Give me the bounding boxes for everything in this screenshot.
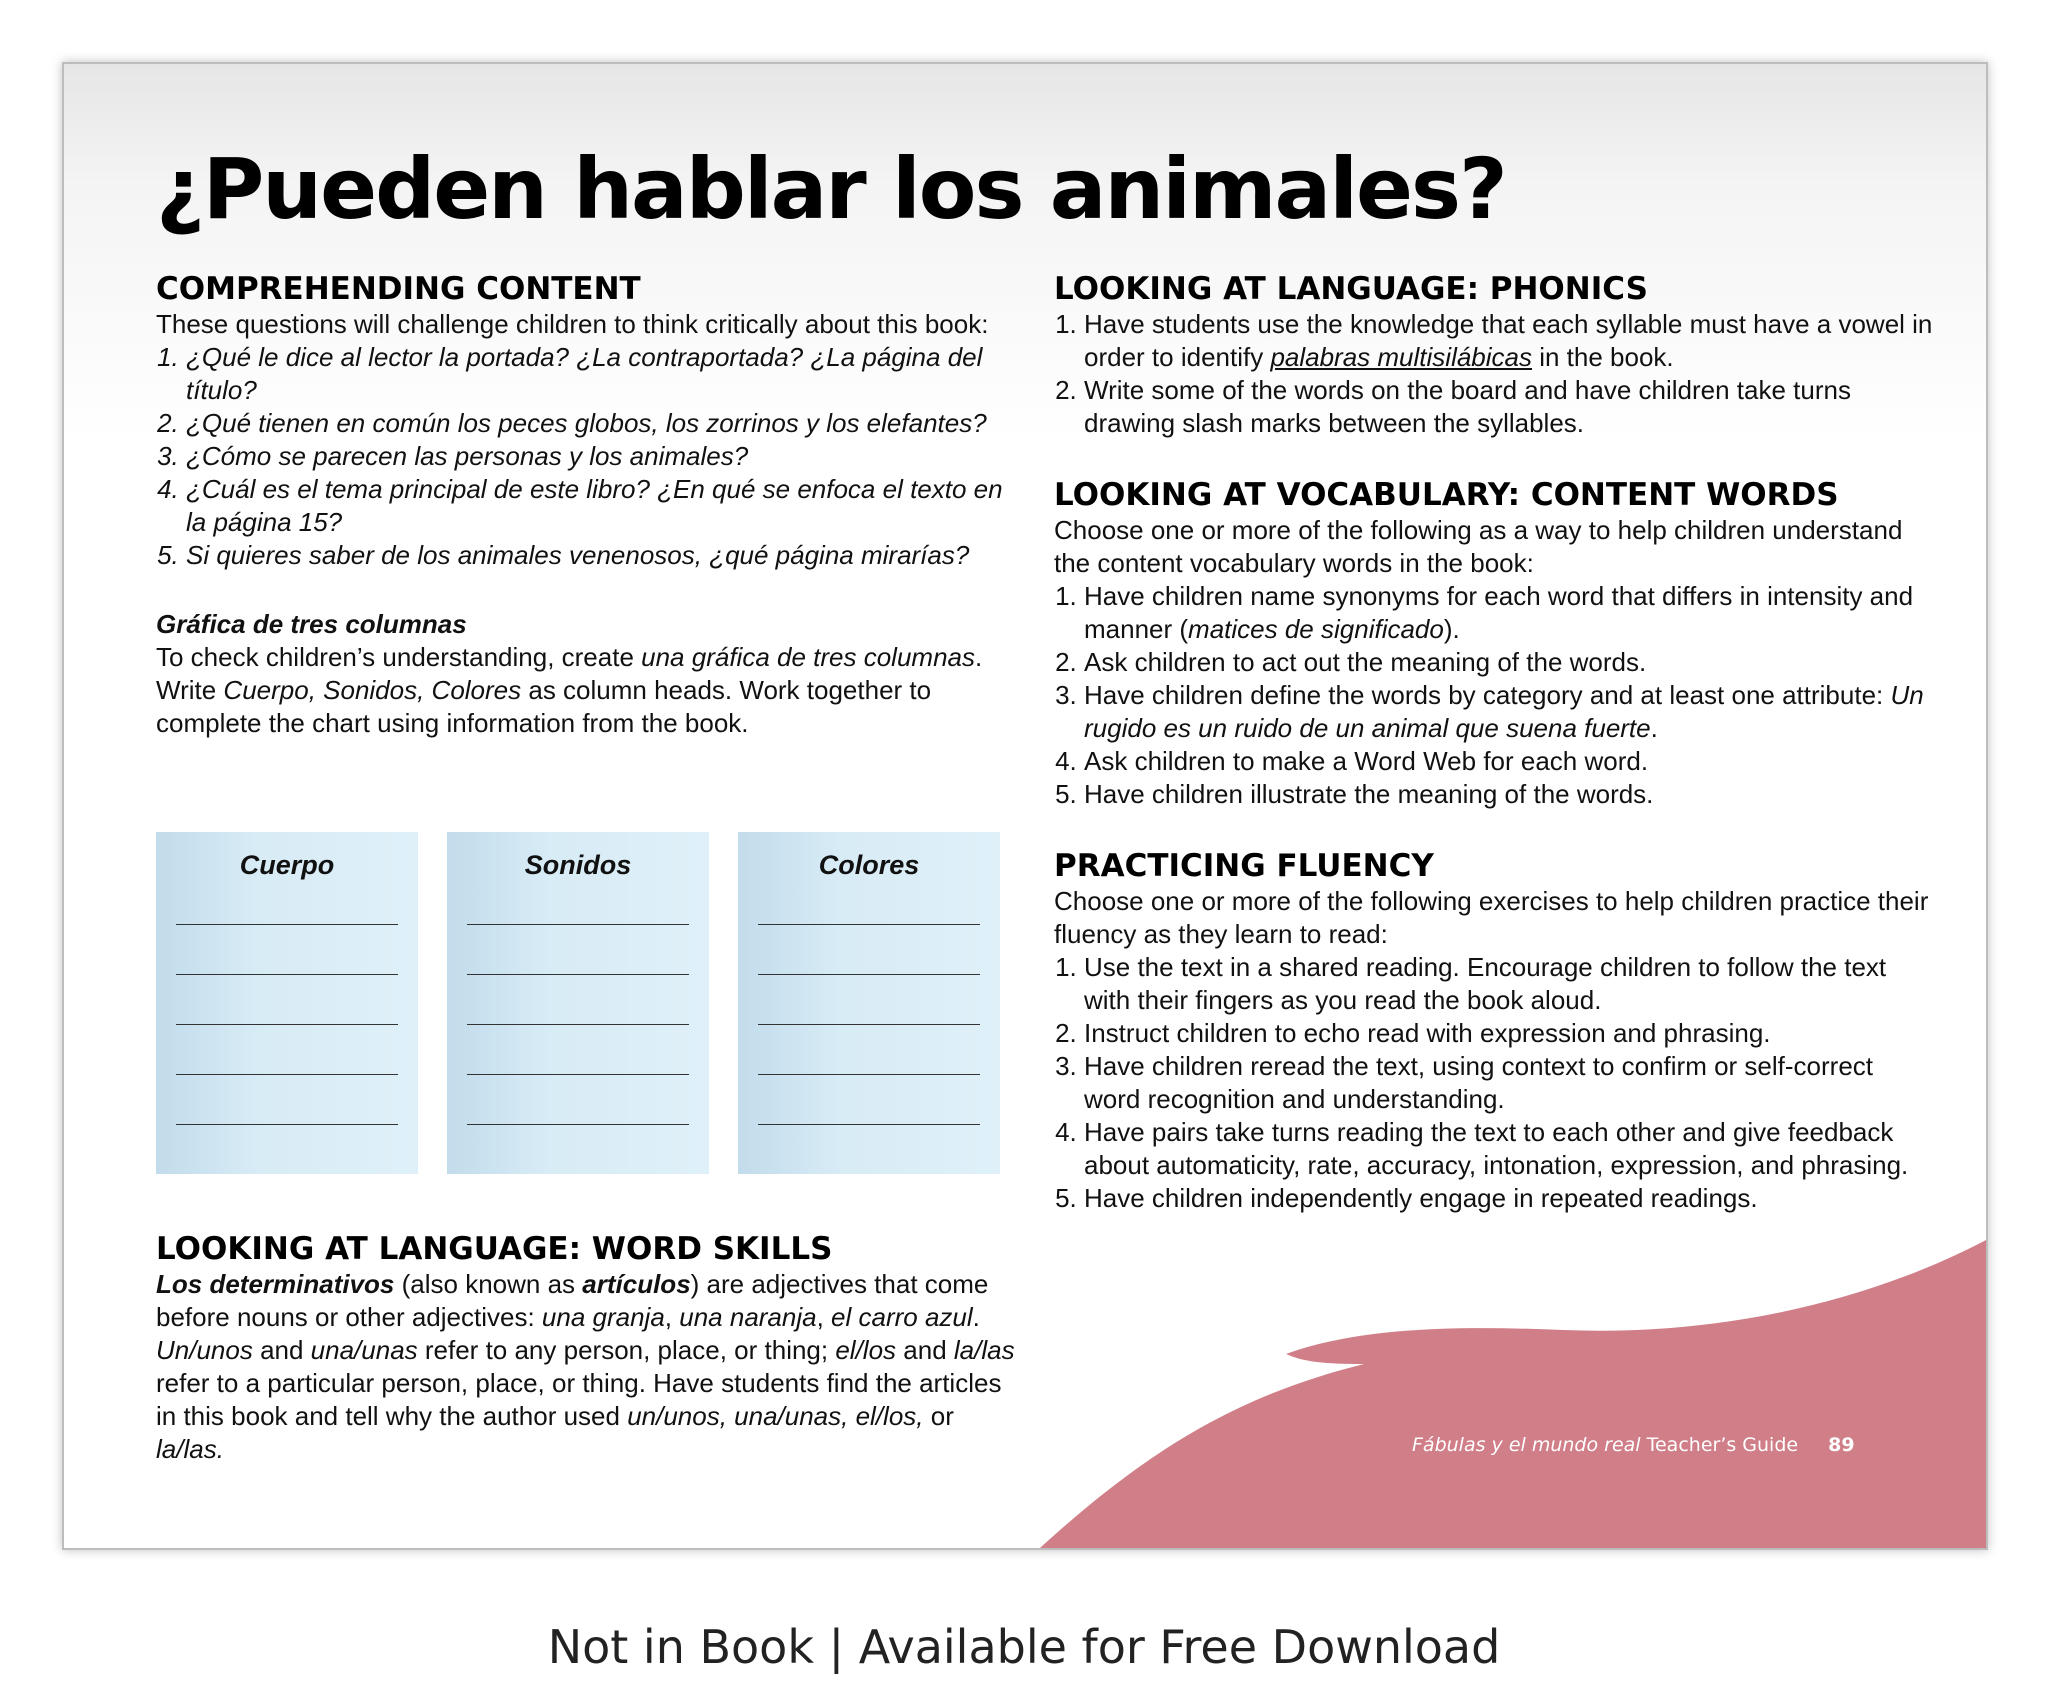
question-item: 2. ¿Qué tienen en común los peces globos, los zorrinos y los elefantes? [186,407,1016,440]
comprehending-heading: COMPREHENDING CONTENT [156,271,641,307]
list-item: 4. Ask children to make a Word Web for each word. [1084,745,1934,778]
list-item: 2. Write some of the words on the board and have children take turns drawing slash marks between the syllables. [1084,374,1934,440]
list-item: 5. Have children independently engage in repeated readings. [1084,1182,1934,1215]
wave-shape [1040,1240,1986,1548]
list-item: 3. Have children reread the text, using context to confirm or self-correct word recognition and understanding. [1084,1050,1934,1116]
question-item: 3. ¿Cómo se parecen las personas y los animales? [186,440,1016,473]
page-title: ¿Pueden hablar los animales? [156,140,1506,238]
list-item: 1. Have children name synonyms for each word that differs in intensity and manner (matices de significado). [1084,580,1934,646]
phonics-heading: LOOKING AT LANGUAGE: PHONICS [1054,271,1648,307]
fluency-intro: Choose one or more of the following exercises to help children practice their fluency as they learn to read: [1054,886,1929,949]
list-item: 2. Instruct children to echo read with expression and phrasing. [1084,1017,1934,1050]
question-item: 4. ¿Cuál es el tema principal de este libro? ¿En qué se enfoca el texto en la página 15? [186,473,1016,539]
list-item: 5. Have children illustrate the meaning of the words. [1084,778,1934,811]
chart-column-head: Colores [818,850,920,880]
download-caption: Not in Book | Available for Free Download [547,1620,1501,1674]
chart-column-head: Cuerpo [239,850,335,880]
question-item: 5. Si quieres saber de los animales venenosos, ¿qué página mirarías? [186,539,1016,572]
grafica-instructions: To check children’s understanding, create una gráfica de tres columnas. Write Cuerpo, Sonidos, Colores as column heads. Work together to complete the chart using information from the book. [156,642,983,738]
question-item: 1. ¿Qué le dice al lector la portada? ¿La contraportada? ¿La página del título? [186,341,1016,407]
page-footer [1412,1434,1855,1456]
comprehending-intro: These questions will challenge children to think critically about this book: [156,309,989,339]
word-skills-text: Los determinativos (also known as artículos) are adjectives that come before nouns or other adjectives: una granja, una naranja, el carro azul. Un/unos and una/unas refer to any person, place, or thing; el/los and la/las refer to a particular person, place, or thing. Have students find the articles in this book and tell why the author used un/unos, una/unas, el/los, or la/las. [156,1269,1015,1464]
page-number: 89 [1828,1434,1855,1456]
footer-book-title: Fábulas y el mundo real [1412,1434,1641,1456]
vocabulary-intro: Choose one or more of the following as a way to help children understand the content vocabulary words in the book: [1054,515,1903,578]
grafica-heading: Gráfica de tres columnas [156,609,467,639]
footer-guide: Teacher’s Guide [1640,1434,1799,1456]
fluency-heading: PRACTICING FLUENCY [1054,848,1434,884]
worksheet-page [62,62,1988,1550]
list-item: 3. Have children define the words by category and at least one attribute: Un rugido es un ruido de un animal que suena fuerte. [1084,679,1934,745]
word-skills-heading: LOOKING AT LANGUAGE: WORD SKILLS [156,1231,833,1267]
list-item: 1. Use the text in a shared reading. Encourage children to follow the text with their fingers as you read the book aloud. [1084,951,1934,1017]
vocabulary-heading: LOOKING AT VOCABULARY: CONTENT WORDS [1054,477,1839,513]
list-item: 2. Ask children to act out the meaning of the words. [1084,646,1934,679]
chart-column-head: Sonidos [524,850,632,880]
decorative-wave [64,64,1986,1548]
list-item: 4. Have pairs take turns reading the text to each other and give feedback about automaticity, rate, accuracy, intonation, expression, and phrasing. [1084,1116,1934,1182]
list-item: 1. Have students use the knowledge that each syllable must have a vowel in order to identify palabras multisilábicas in the book. [1084,308,1934,374]
